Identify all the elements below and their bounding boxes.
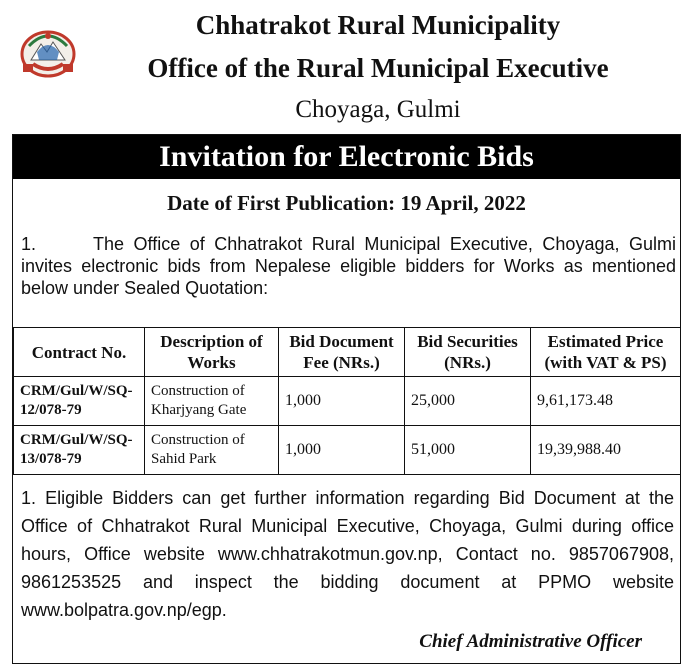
table-row xyxy=(14,426,681,475)
letterhead xyxy=(0,0,687,134)
signer-title: Chief Administrative Officer xyxy=(419,631,642,652)
municipality-name: Chhatrakot Rural Municipality xyxy=(195,10,561,40)
contract-no-cell: CRM/Gul/W/SQ-13/078-79 xyxy=(14,426,145,475)
price-cell: 9,61,173.48 xyxy=(531,377,681,426)
office-location: Choyaga, Gulmi xyxy=(295,96,461,123)
security-cell: 25,000 xyxy=(405,377,531,426)
security-cell: 51,000 xyxy=(405,426,531,475)
notice-box xyxy=(12,134,681,664)
fee-cell: 1,000 xyxy=(279,377,405,426)
intro-paragraph xyxy=(21,233,676,299)
header-document-fee: Bid Document Fee (NRs.) xyxy=(279,328,405,377)
fee-cell: 1,000 xyxy=(279,426,405,475)
contract-no-cell: CRM/Gul/W/SQ-12/078-79 xyxy=(14,377,145,426)
table-row xyxy=(14,377,681,426)
price-cell: 19,39,988.40 xyxy=(531,426,681,475)
table-header-row xyxy=(14,328,681,377)
intro-number: 1. xyxy=(21,234,37,254)
office-name: Office of the Rural Municipal Executive xyxy=(147,53,609,83)
description-cell: Construction of Sahid Park xyxy=(145,426,279,475)
nepal-emblem-icon xyxy=(17,24,79,80)
header-description: Description of Works xyxy=(145,328,279,377)
header-bid-securities: Bid Securities (NRs.) xyxy=(405,328,531,377)
description-cell: Construction of Kharjyang Gate xyxy=(145,377,279,426)
notice-title: Invitation for Electronic Bids xyxy=(13,135,680,179)
header-contract-no: Contract No. xyxy=(14,328,145,377)
publication-date: Date of First Publication: 19 April, 2022 xyxy=(167,191,526,215)
header-estimated-price: Estimated Price (with VAT & PS) xyxy=(531,328,681,377)
intro-text: The Office of Chhatrakot Rural Municipal Executive, Choyaga, Gulmi invites electronic bids from Nepalese eligible bidders for Works as mentioned below under Sealed Quotation: xyxy=(21,234,676,298)
bid-table xyxy=(13,327,681,475)
info-note: 1. Eligible Bidders can get further information regarding Bid Document at the Office of Chhatrakot Rural Municipal Executive, Choyaga, Gulmi during office hours, Office website www.chhatrakotmun.gov.np, Contact no. 9857067908, 9861253525 and inspect the bidding document at PPMO website www.bolpatra.gov.np/egp. xyxy=(21,488,674,620)
